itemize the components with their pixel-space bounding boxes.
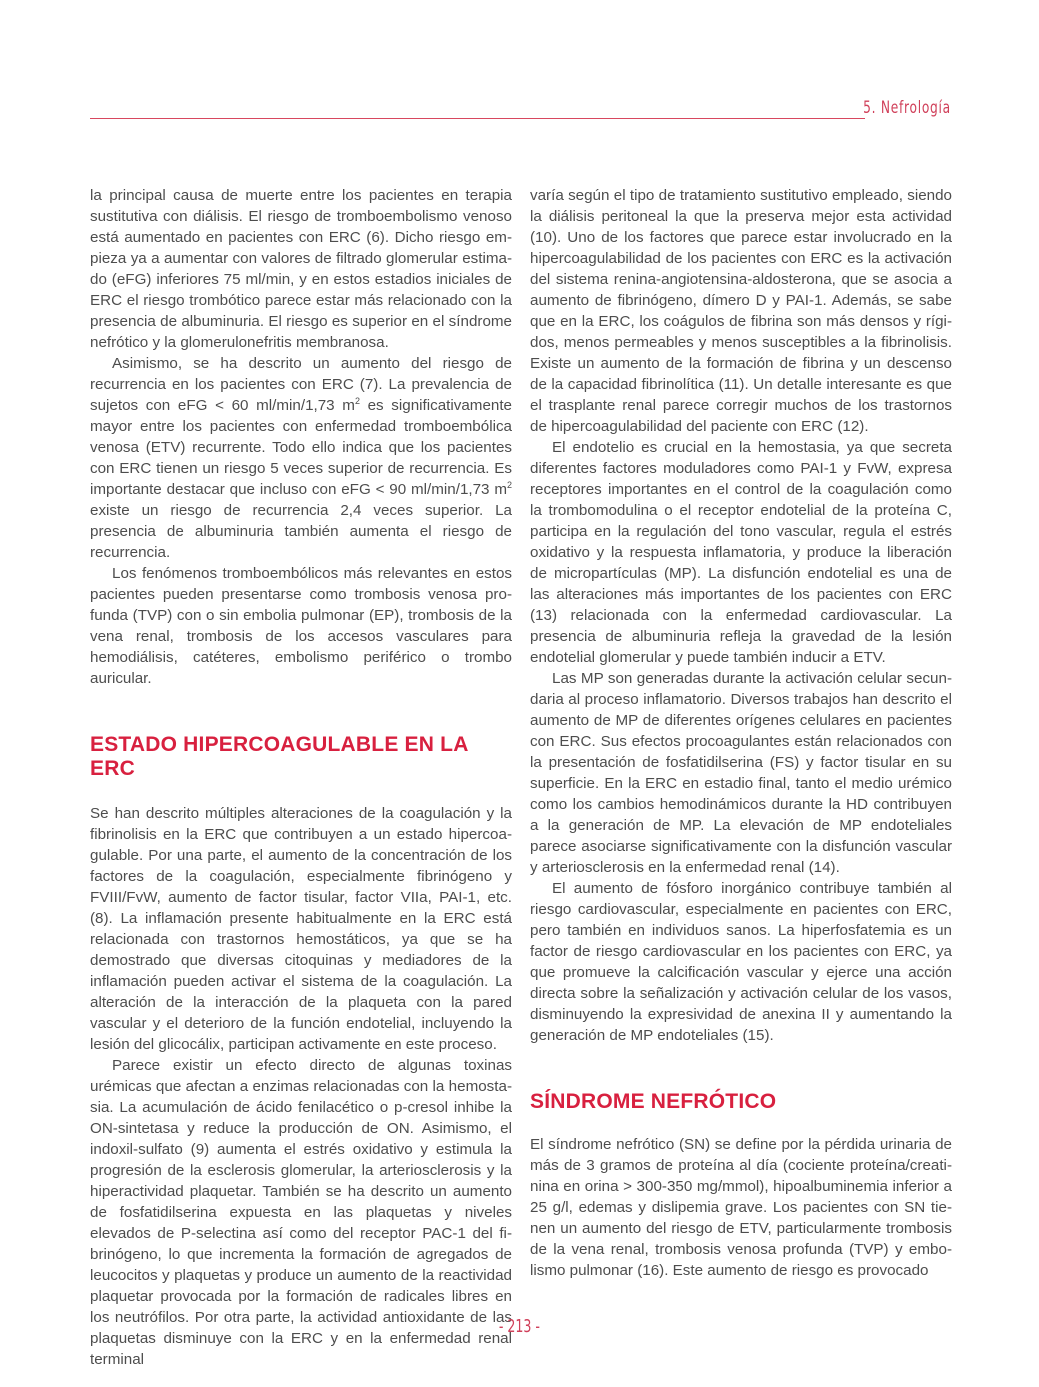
paragraph: la principal causa de muerte entre los pacientes en terapia sustitutiva con diálisis. El riesgo de tromboembolismo venoso está aumentado en pacientes con ERC (6). Dicho riesgo empieza ya a aumentar con valores de filtrado glomerular estimado (eFG) inferiores 75 ml/min, y en estos estadios iniciales de ERC el riesgo trombótico parece estar más relacionado con la presencia de albuminuria. El riesgo es superior en el síndrome nefrótico y la glomerulonefritis membranosa. xyxy=(90,187,512,351)
paragraph: El aumento de fósforo inorgánico contribuye también al riesgo cardiovascular, especialmente en pacientes con ERC, pero también en individuos sanos. La hiperfosfatemia es un factor de riesgo cardiovascular en los pacientes con ERC, ya que promueve la calcificación vascular y ejerce una acción directa sobre la señalización y activación celular de los vasos, disminuyendo la expresividad de anexina II y aumentando la generación de MP endoteliales (15). xyxy=(530,880,952,1044)
paragraph: Las MP son generadas durante la activación celular secundaria al proceso inflamatorio. Diversos trabajos han descrito el aumento de MP de diferentes orígenes celulares en pacientes con ERC. Sus efectos procoagulantes están relacionados con la presentación de fosfatidilserina (FS) y factor tisular en su superficie. En la ERC en estadio final, tanto el medio urémico como los cambios hemodinámicos durante la HD contribuyen a la generación de MP. La elevación de MP endoteliales parece asociarse significativamente con la disfunción vascular y arteriosclerosis en la enfermedad renal (14). xyxy=(530,670,952,876)
paragraph: El síndrome nefrótico (SN) se define por la pérdida urinaria de más de 3 gramos de proteína al día (cociente proteína/creatinina en orina > 300-350 mg/mmol), hipoalbuminemia inferior a 25 g/l, edemas y dislipemia grave. Los pacientes con SN tienen un aumento del riesgo de ETV, particularmente trombosis de la vena renal, trombosis venosa profunda (TVP) y embolismo pulmonar (16). Este aumento de riesgo es provocado xyxy=(530,1136,952,1279)
paragraph: Parece existir un efecto directo de algunas toxinas urémicas que afectan a enzimas relacionadas con la hemostasia. La acumulación de ácido fenilacético o p-cresol inhibe la ON-sintetasa y reduce la producción de ON. Asimismo, el indoxil-sulfato (9) aumenta el estrés oxidativo y estimula la progresión de la esclerosis glomerular, la arteriosclerosis y la hiperactividad plaquetar. También se ha descrito un aumento de fosfatidilserina expuesta en las plaquetas y niveles elevados de P-selectina así como del receptor PAC-1 del fibrinógeno, lo que incrementa la formación de agregados de leucocitos y plaquetas y produce un aumento de la reactividad plaquetar provocada por la formación de radicales libres en los neutrófilos. Por otra parte, la actividad antioxidante de las plaquetas disminuye con la ERC y en la enfermedad renal terminal xyxy=(90,1057,512,1368)
paragraph xyxy=(90,353,512,563)
superscript: 2 xyxy=(354,395,360,406)
section-heading: ESTADO HIPERCOAGULABLE EN LA ERC xyxy=(90,733,468,780)
section-heading: SÍNDROME NEFRÓTICO xyxy=(530,1090,777,1113)
paragraph: Se han descrito múltiples alteraciones de la coagulación y la fibrinolisis en la ERC que contribuyen a un estado hipercoagulable. Por una parte, el aumento de la concentración de los factores de la coagulación, especialmente fibrinógeno y FVIII/FvW, aumento de factor tisular, factor VIIa, PAI-1, etc. (8). La inflamación presente habitualmente en la ERC está relacionada con trastornos hemostáticos, ya que se ha demostrado que diversas citoquinas y mediadores de la inflamación pueden activar el sistema de la coagulación. La alteración de la interacción de la plaqueta con la pared vascular y el deterioro de la función endotelial, incluyendo la lesión del glicocálix, participan activamente en este proceso. xyxy=(90,805,512,1053)
text-run: es significativamente mayor entre los pacientes con enfermedad tromboembólica venosa (ETV) recurrente. Todo ello indica que los pacientes con ERC tienen un riesgo 5 veces superior de recurrencia. Es importante destacar que incluso con eFG < 90 ml/min/1,73 m xyxy=(90,397,512,498)
paragraph: varía según el tipo de tratamiento sustitutivo empleado, siendo la diálisis peritoneal la que la preserva mejor esta actividad (10). Uno de los factores que parece estar involucrado en la hipercoagulabilidad de los pacientes con ERC es la activación del sistema renina-angiotensina-aldosterona, que se asocia a aumento de fibrinógeno, dímero D y PAI-1. Además, se sabe que en la ERC, los coágulos de fibrina son más densos y rígidos, menos permeables y menos susceptibles a la fibrinolisis. Existe un aumento de la formación de fibrina y un descenso de la capacidad fibrinolítica (11). Un detalle interesante es que el trasplante renal parece corregir muchos de los trastornos de hipercoagulabilidad del paciente con ERC (12). xyxy=(530,187,952,435)
header-rule xyxy=(90,118,865,119)
paragraph: Los fenómenos tromboembólicos más relevantes en estos pacientes pueden presentarse como trombosis venosa profunda (TVP) con o sin embolia pulmonar (EP), trombosis de la vena renal, trombosis de los accesos vasculares para hemodiálisis, catéteres, embolismo periférico o trombo auricular. xyxy=(90,565,512,687)
page-number-text: - 213 - xyxy=(498,1316,541,1337)
left-column xyxy=(90,185,512,1370)
superscript: 2 xyxy=(506,479,512,490)
text-run: Asimismo, se ha descrito un aumento del riesgo de recurrencia en los pacientes con ERC (7). La prevalencia de sujetos con eFG < 60 ml/min/1,73 m xyxy=(90,355,512,414)
paragraph: El endotelio es crucial en la hemostasia, ya que secreta diferentes factores moduladores como PAI-1 y FvW, expresa receptores importantes en el control de la coagulación como la trombomodulina o el receptor endotelial de la proteína C, participa en la regulación del tono vascular, regula el estrés oxidativo y la respuesta inflamatoria, y produce la liberación de micropartículas (MP). La disfunción endotelial es una de las alteraciones más importantes de los pacientes con ERC (13) relacionada con la enfermedad cardiovascular. La presencia de albuminuria refleja la gravedad de la lesión endotelial glomerular y puede también inducir a ETV. xyxy=(530,439,952,666)
text-run: existe un riesgo de recurrencia 2,4 veces superior. La presencia de albuminuria también aumenta el riesgo de recurrencia. xyxy=(90,502,512,561)
page-number xyxy=(0,1316,1039,1337)
right-column xyxy=(530,185,952,1281)
section-title: 5. Nefrología xyxy=(863,98,951,118)
